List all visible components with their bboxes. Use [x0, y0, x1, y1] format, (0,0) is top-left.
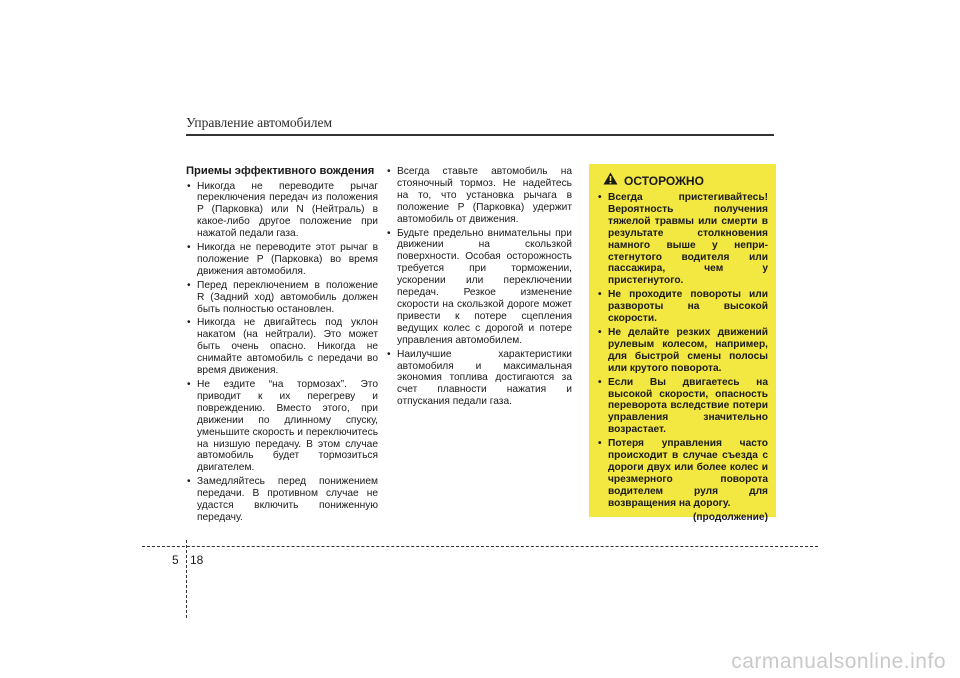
list-item: • Всегда ставьте автомобиль на стояночный тормоз. Не надейтесь на то, что установка рычага в положение P (Парковка) удержит автомобиль от движения.	[386, 166, 572, 226]
page-divider	[186, 540, 187, 618]
list-item: • Не ездите “на тормозах”. Это приводит к их перегреву и повреждению. Вместо этого, при движении по длинному спуску, уменьшите скорость и переключитесь на низшую передачу. В этом случае автомобиль будет тормозиться двигателем.	[186, 379, 378, 474]
list-item: • Не делайте резких движений рулевым колесом, например, для быстрой смены полосы или крутого поворота.	[597, 327, 768, 375]
list-item: • Перед переключением в положение R (Задний ход) автомобиль должен быть полностью остановлен.	[186, 280, 378, 316]
section-heading: Приемы эффективного вождения	[186, 165, 375, 177]
list-item: • Если Вы двигаетесь на высокой скорости, опасность переворота вследствие потери управления значительно возрастает.	[597, 377, 768, 437]
footer-rule	[142, 546, 818, 547]
list-item: • Никогда не переводите рычаг переключения передач из положения P (Парковка) или N (Нейтраль) в какое-либо другое положение при нажатой педали газа.	[186, 181, 378, 241]
list-item: • Наилучшие характеристики автомобиля и максимальная экономия топлива достигаются за счет плавности нажатия и отпускания педали газа.	[386, 349, 572, 409]
list-item: • Будьте предельно внимательны при движении на скользкой поверхности. Особая осторожность требуется при торможении, ускорении или переключении передач. Резкое изменение скорости на скользкой дороге может привести к потере сцепления ведущих колес с дорогой и потере управления автомобилем.	[386, 228, 572, 347]
page-number: 18	[190, 553, 204, 567]
chapter-number: 5	[172, 553, 179, 567]
list-item: • Никогда не двигайтесь под уклон накатом (на нейтрали). Это может быть очень опасно. Никогда не снимайте автомобиль с передачи во время движения.	[186, 317, 378, 377]
warning-bullet-list	[597, 192, 768, 510]
list-item: • Не проходите повороты или развороты на высокой скорости.	[597, 289, 768, 325]
continued-note: (продолжение)	[693, 511, 768, 523]
list-item: • Потеря управления часто происходит в случае съезда с дороги двух или более колес и чрезмерного поворота водителем руля для возвращения на дорогу.	[597, 438, 768, 509]
middle-column	[386, 166, 572, 410]
warning-title: ОСТОРОЖНО	[624, 174, 704, 188]
list-item: • Никогда не переводите этот рычаг в положение P (Парковка) во время движения автомобиля.	[186, 242, 378, 278]
middle-bullet-list	[386, 166, 572, 408]
left-bullet-list	[186, 181, 378, 524]
warning-box	[589, 164, 776, 523]
warning-header	[597, 172, 768, 190]
list-item: • Замедляйтесь перед понижением передачи. В противном случае не удастся включить пониженную передачу.	[186, 476, 378, 524]
running-header: Управление автомобилем	[186, 115, 332, 130]
list-item: • Всегда пристегивайтесь! Вероятность получения тяжелой травмы или смерти в результате столкновения намного выше у непри-стегнутого водителя или пассажира, чем у пристегнутого.	[597, 192, 768, 287]
warning-triangle-icon	[603, 172, 618, 190]
watermark: carmanualsonline.info	[731, 650, 946, 673]
header-rule	[186, 134, 774, 136]
left-column	[186, 165, 378, 526]
